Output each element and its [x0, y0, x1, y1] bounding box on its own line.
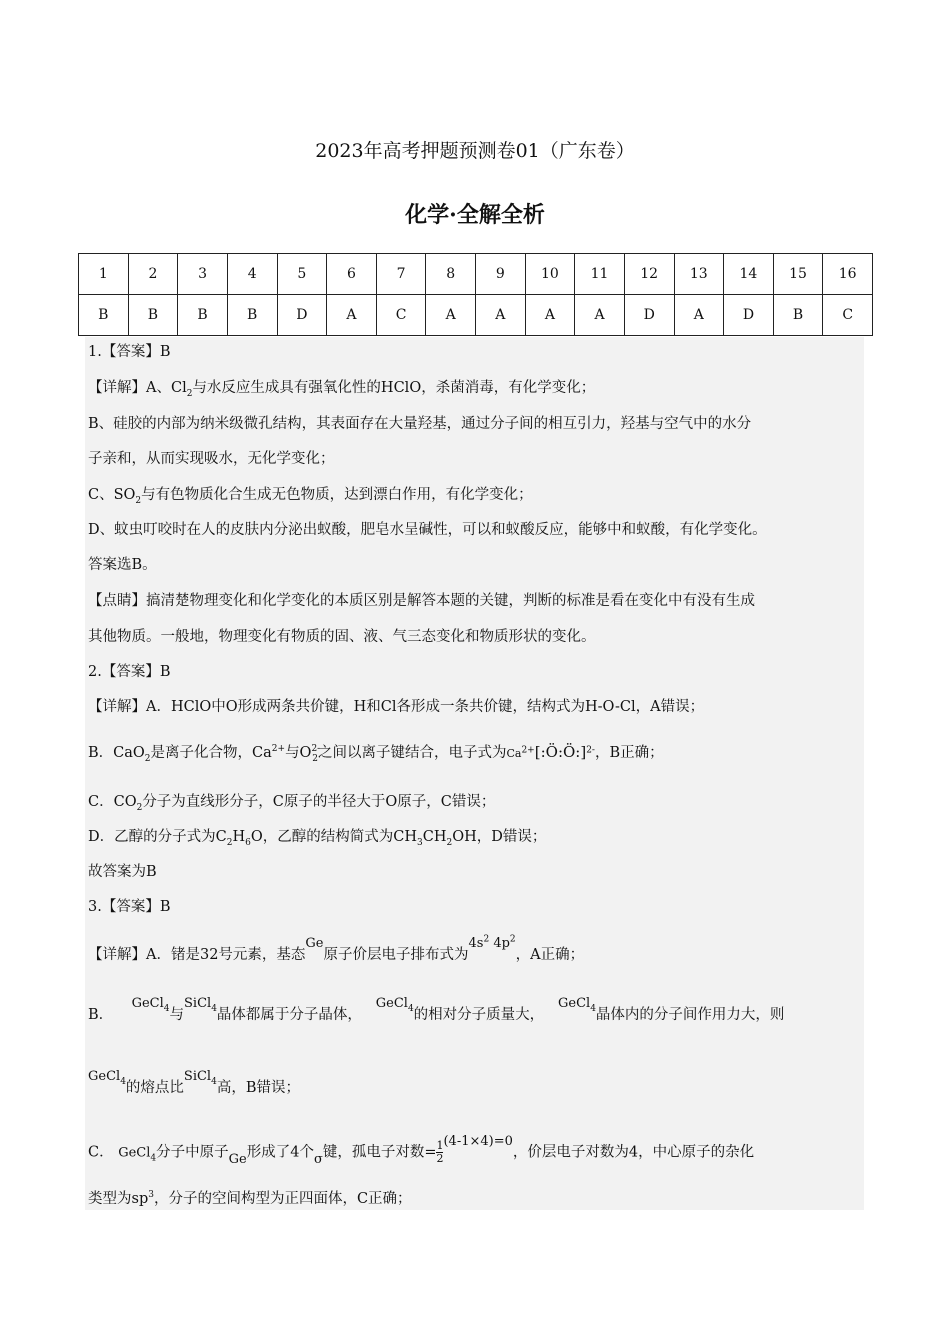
question-number: 4 — [227, 254, 277, 295]
answer-table-answer-row — [79, 295, 873, 336]
question-number: 16 — [823, 254, 873, 295]
q1-detail-d: D、蚊虫叮咬时在人的皮肤内分泌出蚁酸，肥皂水呈碱性，可以和蚁酸反应，能够中和蚁酸，有化学变化。 — [88, 522, 767, 538]
q3-detail-b-line2: GeCl$_4$的熔点比SiCl$_4$高，B错误； — [88, 1069, 300, 1096]
exam-subtitle: 化学·全解全析 — [405, 202, 545, 228]
q1-point-line2: 其他物质。一般地，物理变化有物质的固、液、气三态变化和物质形状的变化。 — [88, 629, 596, 645]
peroxide-lewis-structure: $Ca^{2+}[:Ö:Ö:]^{2-}$ — [506, 743, 595, 761]
answer-cell: B — [79, 295, 129, 336]
q2-answer: 2.【答案】B — [88, 664, 171, 680]
question-number: 11 — [575, 254, 625, 295]
question-number: 9 — [476, 254, 526, 295]
q1-detail-b-line1: B、硅胶的内部为纳米级微孔结构，其表面存在大量羟基，通过分子间的相互引力，羟基与空气中的水分 — [88, 416, 752, 432]
question-number: 13 — [674, 254, 724, 295]
answer-cell: D — [724, 295, 774, 336]
answer-cell: B — [227, 295, 277, 336]
q1-answer: 1.【答案】B — [88, 344, 171, 360]
q3-detail-c-line1: C． GeCl$_4$分子中原子Ge形成了4个σ键，孤电子对数= $\frac{1}{2}$ (4-1×4)=0，价层电子对数为4，中心原子的杂化 — [88, 1133, 755, 1167]
question-number: 2 — [128, 254, 178, 295]
q2-detail-c: C．$CO_2$分子为直线形分子，C原子的半径大于O原子，C错误； — [88, 794, 496, 813]
answer-cell: A — [575, 295, 625, 336]
q1-point-line1: 【点睛】搞清楚物理变化和化学变化的本质区别是解答本题的关键，判断的标准是看在变化中有没有生成 — [88, 593, 755, 609]
q2-detail-d: D．乙醇的分子式为$C_2H_6O$，乙醇的结构简式为$CH_3CH_2OH$，D错误； — [88, 829, 547, 848]
answer-table — [78, 253, 873, 336]
answer-cell: C — [376, 295, 426, 336]
answer-cell: D — [277, 295, 327, 336]
question-number: 5 — [277, 254, 327, 295]
answer-cell: D — [624, 295, 674, 336]
answer-cell: A — [674, 295, 724, 336]
question-number: 3 — [178, 254, 228, 295]
q2-detail-a: 【详解】A．HClO中O形成两条共价键，H和Cl各形成一条共价键，结构式为H-O-Cl，A错误； — [88, 699, 705, 715]
answer-cell: B — [773, 295, 823, 336]
question-number: 7 — [376, 254, 426, 295]
answer-cell: C — [823, 295, 873, 336]
q2-conclusion: 故答案为B — [88, 864, 157, 880]
q3-answer: 3.【答案】B — [88, 899, 171, 915]
question-number: 1 — [79, 254, 129, 295]
q3-detail-a: 【详解】A．锗是32号元素，基态Ge原子价层电子排布式为$4s^2$ $4p^2$，A正确； — [88, 934, 585, 963]
question-number: 15 — [773, 254, 823, 295]
question-number: 6 — [327, 254, 377, 295]
q1-conclusion: 答案选B。 — [88, 557, 157, 573]
q1-detail-a: 【详解】A、$Cl_2$与水反应生成具有强氧化性的HClO，杀菌消毒，有化学变化； — [88, 380, 596, 399]
answer-cell: A — [327, 295, 377, 336]
question-number: 10 — [525, 254, 575, 295]
answer-cell: A — [476, 295, 526, 336]
answer-cell: B — [178, 295, 228, 336]
answer-table-number-row — [79, 254, 873, 295]
q3-detail-c-line2: 类型为$sp^3$，分子的空间构型为正四面体，C正确； — [88, 1190, 412, 1207]
question-number: 12 — [624, 254, 674, 295]
fraction-one-half: $\frac{1}{2}$ — [436, 1139, 444, 1165]
question-number: 14 — [724, 254, 774, 295]
answer-cell: A — [525, 295, 575, 336]
exam-title: 2023年高考押题预测卷01（广东卷） — [315, 140, 635, 162]
answer-cell: B — [128, 295, 178, 336]
q1-detail-b-line2: 子亲和，从而实现吸水，无化学变化； — [88, 451, 335, 467]
q3-detail-b-line1: B． GeCl$_4$与SiCl$_4$晶体都属于分子晶体， GeCl$_4$的相对分子质量大， GeCl$_4$晶体内的分子间作用力大，则 — [88, 996, 785, 1023]
q2-detail-b: B．CaO$_2$是离子化合物，$Ca^{2+}$与$O^{2-}_2$之间以离子键结合，电子式为$Ca^{2+}[:Ö:Ö:]^{2-}$，B正确； — [88, 743, 664, 764]
answer-cell: A — [426, 295, 476, 336]
q1-detail-c: C、$SO_2$与有色物质化合生成无色物质，达到漂白作用，有化学变化； — [88, 487, 533, 506]
question-number: 8 — [426, 254, 476, 295]
